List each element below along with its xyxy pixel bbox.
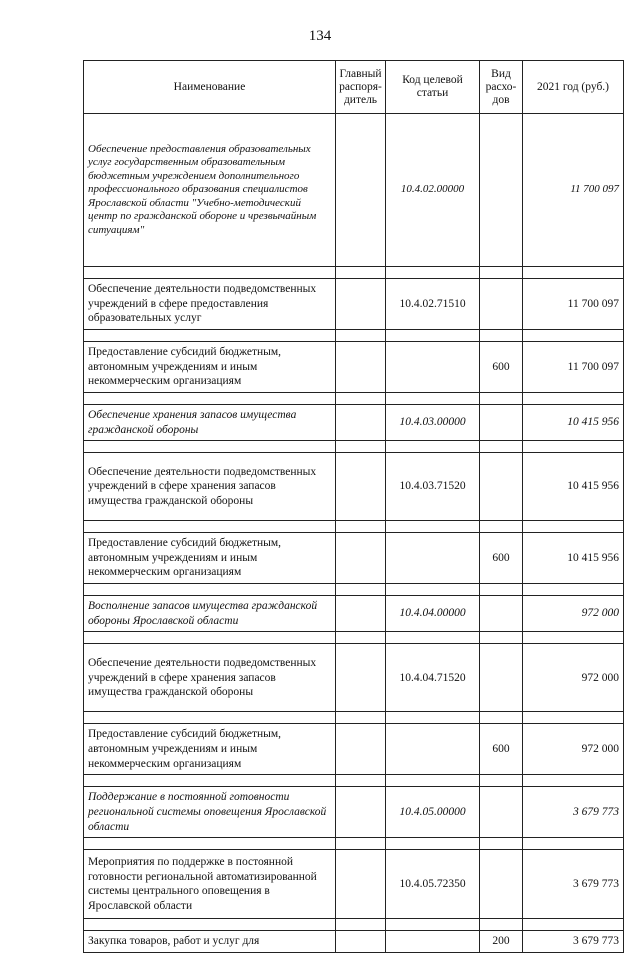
separator-cell — [84, 775, 336, 787]
amount-cell: 10 415 956 — [523, 405, 624, 441]
table-row — [84, 405, 624, 441]
header-kind: Вид расхо-дов — [480, 61, 523, 114]
separator-cell — [386, 838, 480, 850]
admin-cell — [336, 405, 386, 441]
separator-cell — [336, 441, 386, 453]
kind-cell — [480, 596, 523, 632]
code-cell: 10.4.03.00000 — [386, 405, 480, 441]
kind-cell — [480, 405, 523, 441]
separator-cell — [480, 919, 523, 931]
separator-cell — [336, 267, 386, 279]
admin-cell — [336, 787, 386, 838]
separator-cell — [480, 584, 523, 596]
admin-cell — [336, 342, 386, 393]
header-admin: Главный распоря-дитель — [336, 61, 386, 114]
separator-cell — [84, 584, 336, 596]
separator-cell — [336, 775, 386, 787]
table-row — [84, 850, 624, 919]
row-separator — [84, 632, 624, 644]
separator-cell — [84, 330, 336, 342]
separator-cell — [336, 393, 386, 405]
amount-cell: 3 679 773 — [523, 850, 624, 919]
name-cell: Предоставление субсидий бюджетным, автономным учреждениям и иным некоммерческим организациям — [84, 342, 336, 393]
separator-cell — [386, 919, 480, 931]
header-name: Наименование — [84, 61, 336, 114]
separator-cell — [336, 330, 386, 342]
admin-cell — [336, 533, 386, 584]
table-row — [84, 787, 624, 838]
admin-cell — [336, 596, 386, 632]
separator-cell — [84, 838, 336, 850]
name-cell: Мероприятия по поддержке в постоянной готовности региональной автоматизированной системы центрального оповещения в Ярославской области — [84, 850, 336, 919]
table-row — [84, 644, 624, 712]
separator-cell — [480, 632, 523, 644]
separator-cell — [386, 393, 480, 405]
admin-cell — [336, 644, 386, 712]
separator-cell — [84, 919, 336, 931]
amount-cell: 3 679 773 — [523, 787, 624, 838]
amount-cell: 10 415 956 — [523, 533, 624, 584]
amount-cell: 11 700 097 — [523, 279, 624, 330]
separator-cell — [386, 632, 480, 644]
name-cell: Предоставление субсидий бюджетным, автономным учреждениям и иным некоммерческим организациям — [84, 724, 336, 775]
row-separator — [84, 267, 624, 279]
separator-cell — [523, 584, 624, 596]
separator-cell — [84, 393, 336, 405]
separator-cell — [386, 330, 480, 342]
separator-cell — [523, 838, 624, 850]
separator-cell — [386, 267, 480, 279]
admin-cell — [336, 453, 386, 521]
separator-cell — [480, 838, 523, 850]
row-separator — [84, 838, 624, 850]
separator-cell — [84, 712, 336, 724]
table-header-row — [84, 61, 624, 114]
header-amount: 2021 год (руб.) — [523, 61, 624, 114]
table-row — [84, 533, 624, 584]
name-cell: Обеспечение деятельности подведомственных учреждений в сфере хранения запасов имущества гражданской обороны — [84, 644, 336, 712]
code-cell: 10.4.04.00000 — [386, 596, 480, 632]
table-row — [84, 342, 624, 393]
row-separator — [84, 775, 624, 787]
separator-cell — [84, 632, 336, 644]
kind-cell: 600 — [480, 533, 523, 584]
amount-cell: 972 000 — [523, 724, 624, 775]
amount-cell: 972 000 — [523, 644, 624, 712]
name-cell: Поддержание в постоянной готовности региональной системы оповещения Ярославской области — [84, 787, 336, 838]
name-cell: Обеспечение предоставления образовательных услуг государственным образовательным бюджетным учреждением дополнительного профессионального образования специалистов Ярославской области "Учебно-методический центр по гражданской обороне и чрезвычайным ситуациям" — [84, 114, 336, 267]
code-cell: 10.4.02.71510 — [386, 279, 480, 330]
kind-cell — [480, 114, 523, 267]
separator-cell — [523, 919, 624, 931]
kind-cell — [480, 644, 523, 712]
separator-cell — [84, 441, 336, 453]
separator-cell — [523, 441, 624, 453]
code-cell: 10.4.05.72350 — [386, 850, 480, 919]
page-number: 134 — [308, 28, 332, 44]
separator-cell — [336, 919, 386, 931]
kind-cell: 600 — [480, 342, 523, 393]
row-separator — [84, 919, 624, 931]
admin-cell — [336, 724, 386, 775]
name-cell: Восполнение запасов имущества гражданской обороны Ярославской области — [84, 596, 336, 632]
table-row — [84, 931, 624, 953]
name-cell: Закупка товаров, работ и услуг для — [84, 931, 336, 953]
kind-cell: 200 — [480, 931, 523, 953]
separator-cell — [386, 775, 480, 787]
row-separator — [84, 441, 624, 453]
separator-cell — [386, 584, 480, 596]
kind-cell — [480, 787, 523, 838]
admin-cell — [336, 931, 386, 953]
kind-cell — [480, 279, 523, 330]
separator-cell — [480, 267, 523, 279]
separator-cell — [84, 521, 336, 533]
separator-cell — [480, 521, 523, 533]
separator-cell — [480, 441, 523, 453]
name-cell: Предоставление субсидий бюджетным, автономным учреждениям и иным некоммерческим организациям — [84, 533, 336, 584]
kind-cell: 600 — [480, 724, 523, 775]
separator-cell — [336, 838, 386, 850]
separator-cell — [523, 775, 624, 787]
separator-cell — [523, 330, 624, 342]
code-cell: 10.4.03.71520 — [386, 453, 480, 521]
separator-cell — [523, 712, 624, 724]
code-cell — [386, 342, 480, 393]
code-cell — [386, 931, 480, 953]
table-row — [84, 596, 624, 632]
amount-cell: 10 415 956 — [523, 453, 624, 521]
admin-cell — [336, 279, 386, 330]
table-row — [84, 453, 624, 521]
table-row — [84, 279, 624, 330]
separator-cell — [523, 632, 624, 644]
separator-cell — [336, 584, 386, 596]
table-body — [84, 114, 624, 953]
code-cell: 10.4.04.71520 — [386, 644, 480, 712]
row-separator — [84, 330, 624, 342]
name-cell: Обеспечение хранения запасов имущества гражданской обороны — [84, 405, 336, 441]
code-cell — [386, 724, 480, 775]
separator-cell — [523, 393, 624, 405]
separator-cell — [386, 441, 480, 453]
amount-cell: 3 679 773 — [523, 931, 624, 953]
code-cell: 10.4.05.00000 — [386, 787, 480, 838]
separator-cell — [386, 712, 480, 724]
admin-cell — [336, 114, 386, 267]
separator-cell — [480, 393, 523, 405]
name-cell: Обеспечение деятельности подведомственных учреждений в сфере предоставления образовательных услуг — [84, 279, 336, 330]
amount-cell: 972 000 — [523, 596, 624, 632]
row-separator — [84, 584, 624, 596]
code-cell: 10.4.02.00000 — [386, 114, 480, 267]
separator-cell — [523, 521, 624, 533]
budget-table — [83, 60, 624, 953]
kind-cell — [480, 453, 523, 521]
separator-cell — [336, 632, 386, 644]
amount-cell: 11 700 097 — [523, 114, 624, 267]
separator-cell — [336, 712, 386, 724]
row-separator — [84, 521, 624, 533]
name-cell: Обеспечение деятельности подведомственных учреждений в сфере хранения запасов имущества гражданской обороны — [84, 453, 336, 521]
header-code: Код целевой статьи — [386, 61, 480, 114]
separator-cell — [386, 521, 480, 533]
separator-cell — [480, 712, 523, 724]
amount-cell: 11 700 097 — [523, 342, 624, 393]
kind-cell — [480, 850, 523, 919]
separator-cell — [336, 521, 386, 533]
separator-cell — [84, 267, 336, 279]
table-row — [84, 724, 624, 775]
separator-cell — [523, 267, 624, 279]
code-cell — [386, 533, 480, 584]
separator-cell — [480, 330, 523, 342]
row-separator — [84, 712, 624, 724]
admin-cell — [336, 850, 386, 919]
separator-cell — [480, 775, 523, 787]
table-row — [84, 114, 624, 267]
row-separator — [84, 393, 624, 405]
